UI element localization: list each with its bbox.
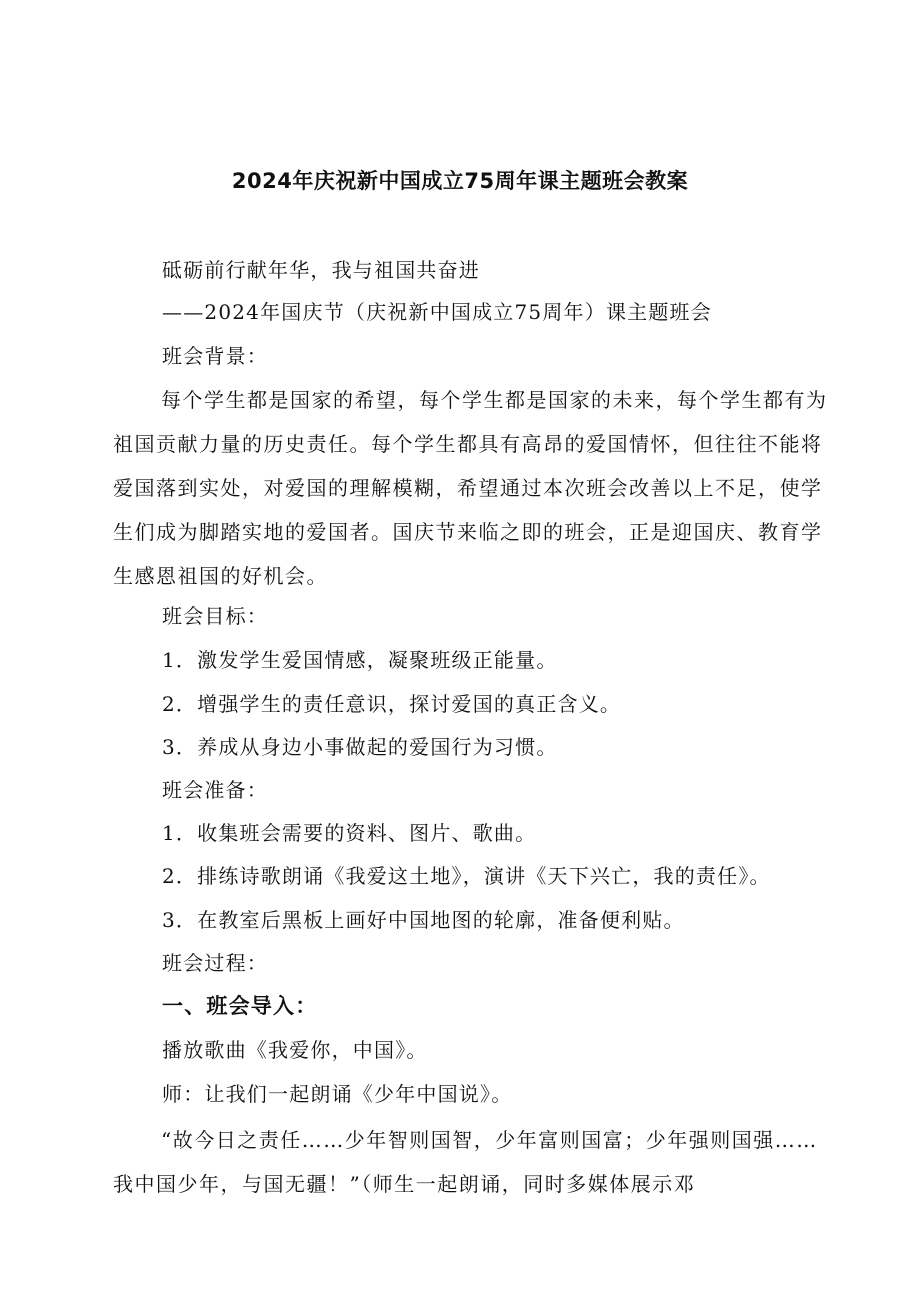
- background-paragraph: 每个学生都是国家的希望，每个学生都是国家的未来，每个学生都有为祖国贡献力量的历史责任。每个学生都具有高昂的爱国情怀，但往往不能将爱国落到实处，对爱国的理解模糊，希望通过本次班会改善以上不足，使学生们成为脚踏实地的爱国者。国庆节来临之即的班会，正是迎国庆、教育学生感恩祖国的好机会。: [113, 388, 828, 588]
- prep-item-2: 2．排练诗歌朗诵《我爱这土地》，演讲《天下兴亡，我的责任》。: [162, 864, 771, 888]
- section-1-line-2: 师：让我们一起朗诵《少年中国说》。: [162, 1082, 513, 1106]
- process-heading: 班会过程：: [162, 951, 268, 975]
- section-1-line-1: 播放歌曲《我爱你，中国》。: [162, 1038, 428, 1062]
- prep-item-1: 1．收集班会需要的资料、图片、歌曲。: [162, 821, 537, 845]
- subtitle-2: ——2024年国庆节（庆祝新中国成立75周年）课主题班会: [162, 300, 712, 324]
- background-heading: 班会背景：: [162, 344, 268, 368]
- goal-item-2: 2．增强学生的责任意识，探讨爱国的真正含义。: [162, 692, 622, 716]
- document-title: 2024年庆祝新中国成立75周年课主题班会教案: [231, 169, 689, 193]
- goals-heading: 班会目标：: [162, 604, 268, 628]
- subtitle: 砥砺前行献年华，我与祖国共奋进: [162, 258, 480, 282]
- goal-item-3: 3．养成从身边小事做起的爱国行为习惯。: [162, 735, 558, 759]
- quote-paragraph: “故今日之责任……少年智则国智，少年富则国富；少年强则国强……我中国少年，与国无疆！”（师生一起朗诵，同时多媒体展示邓: [113, 1128, 818, 1196]
- goal-item-1: 1．激发学生爱国情感，凝聚班级正能量。: [162, 648, 558, 672]
- section-1-heading: 一、班会导入：: [162, 994, 318, 1018]
- prep-item-3: 3．在教室后黑板上画好中国地图的轮廓，准备便利贴。: [162, 908, 685, 932]
- prep-heading: 班会准备：: [162, 778, 268, 802]
